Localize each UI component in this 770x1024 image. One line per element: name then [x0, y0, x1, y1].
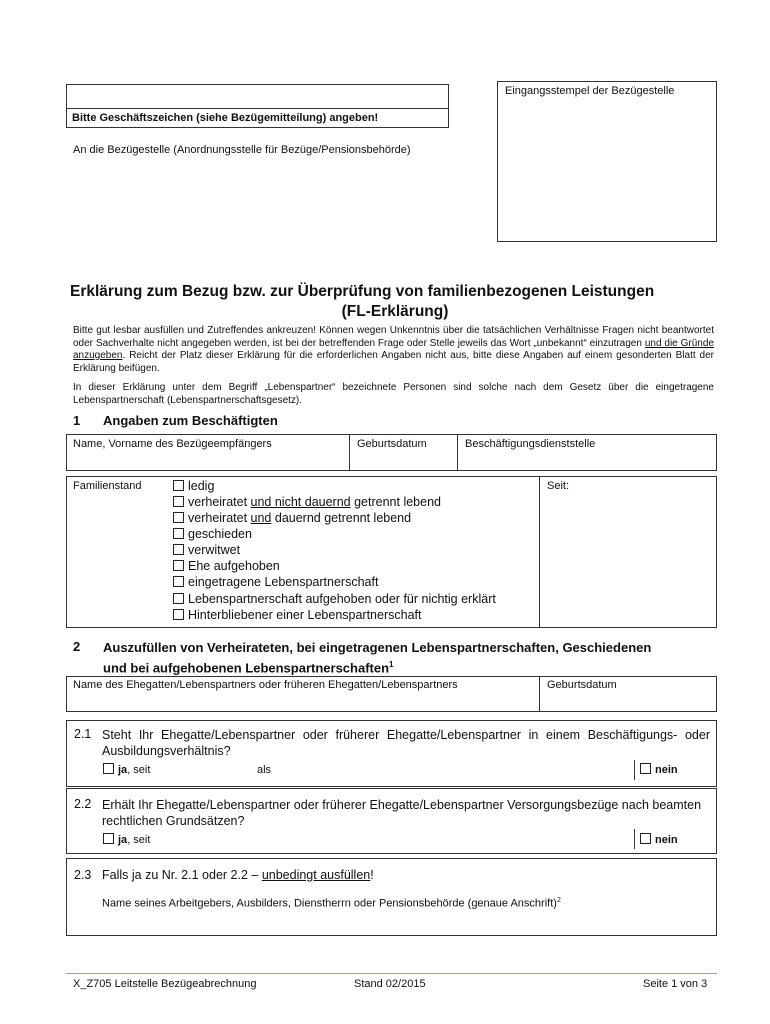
q22-divider	[634, 829, 635, 849]
question-2-2-box	[66, 788, 717, 854]
recipient-label: An die Bezügestelle (Anordnungsstelle für Bezüge/Pensionsbehörde)	[73, 144, 411, 156]
divider	[349, 435, 350, 470]
status-option-widowed[interactable]: verwitwet	[173, 543, 240, 557]
checkbox[interactable]	[173, 544, 184, 555]
checkbox[interactable]	[640, 833, 651, 844]
page-title-line1: Erklärung zum Bezug bzw. zur Überprüfung von familienbezogenen Leistungen	[70, 283, 655, 300]
q21-divider	[634, 760, 635, 780]
reference-label-box	[66, 108, 449, 128]
section2-title	[103, 639, 723, 676]
intro-text-b: . Reicht der Platz dieser Erklärung für die erforderlichen Angaben nicht aus, bitte diese Angaben auf einem gesonderten Blatt der Erklärung beifügen.	[73, 350, 714, 374]
intro-text-a: Bitte gut lesbar ausfüllen und Zutreffendes ankreuzen! Können wegen Unkenntnis über die tatsächlichen Verhältnisse Fragen nicht beantwortet oder Sachverhalte nicht angegeben werden, ist bei der betreffenden Frage oder Stelle jeweils das Wort „unbekannt“ einzutragen	[73, 325, 714, 349]
checkbox[interactable]	[173, 576, 184, 587]
checkbox[interactable]	[173, 560, 184, 571]
question-2-3-box	[66, 858, 717, 936]
q21-no-option[interactable]: nein	[640, 763, 678, 776]
name-label: Name, Vorname des Bezügeempfängers	[73, 438, 272, 450]
intro-paragraph-1	[73, 325, 714, 375]
status-option-marriage-annulled[interactable]: Ehe aufgehoben	[173, 559, 280, 573]
footer-version: Stand 02/2015	[354, 978, 426, 990]
spouse-birth-label: Geburtsdatum	[547, 679, 617, 691]
checkbox[interactable]	[173, 528, 184, 539]
status-option-divorced[interactable]: geschieden	[173, 527, 252, 541]
stamp-box	[497, 81, 717, 242]
reference-field[interactable]	[66, 84, 449, 109]
page-title	[70, 283, 720, 321]
birth-label: Geburtsdatum	[357, 438, 427, 450]
checkbox[interactable]	[103, 833, 114, 844]
spouse-name-label: Name des Ehegatten/Lebenspartners oder früheren Ehegatten/Lebenspartners	[73, 679, 458, 691]
footer-rule	[66, 973, 717, 974]
checkbox[interactable]	[173, 593, 184, 604]
checkbox[interactable]	[173, 480, 184, 491]
checkbox[interactable]	[173, 496, 184, 507]
q22-number: 2.2	[74, 797, 92, 811]
footnote-ref: 1	[389, 660, 394, 669]
divider	[457, 435, 458, 470]
q21-number: 2.1	[74, 727, 92, 741]
question-2-1-box	[66, 720, 717, 787]
status-option-married[interactable]: verheiratet und nicht dauernd getrennt lebend	[173, 495, 441, 509]
checkbox[interactable]	[640, 763, 651, 774]
q21-as-label: als	[257, 764, 272, 776]
q21-yes-option[interactable]: ja, seit	[103, 763, 150, 776]
intro-paragraph-2: In dieser Erklärung unter dem Begriff „Lebenspartner“ bezeichnete Personen sind solche nach dem Gesetz über die eingetragene Lebenspartnerschaft (Lebenspartnerschaftsgesetz).	[73, 382, 714, 406]
section1-number: 1	[73, 413, 81, 428]
status-option-surviving-partner[interactable]: Hinterbliebener einer Lebenspartnerschaft	[173, 608, 421, 622]
section1-title: Angaben zum Beschäftigten	[103, 413, 278, 428]
since-label: Seit:	[547, 480, 570, 492]
office-label: Beschäftigungsdienststelle	[465, 438, 596, 450]
q22-no-option[interactable]: nein	[640, 833, 678, 846]
q22-yes-option[interactable]: ja, seit	[103, 833, 150, 846]
q22-text: Erhält Ihr Ehegatte/Lebenspartner oder früherer Ehegatte/Lebenspartner Versorgungsbezüge nach beamten rechtlichen Grundsätzen?	[102, 798, 702, 828]
divider	[539, 477, 540, 627]
section2-number: 2	[73, 639, 81, 654]
status-option-partnership-annulled[interactable]: Lebenspartnerschaft aufgehoben oder für nichtig erklärt	[173, 592, 496, 606]
checkbox[interactable]	[173, 609, 184, 620]
footnote-ref: 2	[556, 897, 561, 904]
page-title-line2: (FL-Erklärung)	[341, 303, 449, 320]
status-option-single[interactable]: ledig	[173, 479, 214, 493]
spouse-info-row	[66, 676, 717, 712]
q21-text: Steht Ihr Ehegatte/Lebenspartner oder früherer Ehegatte/Lebenspartner in einem Beschäftigungs- oder Ausbildungsverhältnis?	[102, 728, 710, 758]
stamp-label: Eingangsstempel der Bezügestelle	[505, 85, 675, 97]
q23-text: Falls ja zu Nr. 2.1 oder 2.2 – unbedingt ausfüllen!	[102, 868, 374, 882]
status-option-registered-partnership[interactable]: eingetragene Lebenspartnerschaft	[173, 575, 378, 589]
employee-info-row	[66, 434, 717, 471]
divider	[539, 677, 540, 711]
section2-title-line2: und bei aufgehobenen Lebenspartnerschaften$^1$	[103, 660, 394, 676]
footer-page-number: Seite 1 von 3	[643, 978, 708, 990]
q23-employer-label: Name seines Arbeitgebers, Ausbilders, Dienstherrn oder Pensionsbehörde (genaue Anschrift)$^2$	[102, 897, 561, 910]
reference-label: Bitte Geschäftszeichen (siehe Bezügemitteilung) angeben!	[72, 112, 379, 124]
status-label: Familienstand	[73, 480, 142, 492]
footer-form-id: X_Z705 Leitstelle Bezügeabrechnung	[73, 978, 257, 990]
intro-text-underlined: und die Gründe anzugeben	[73, 337, 714, 361]
section2-title-line1: Auszufüllen von Verheirateten, bei eingetragenen Lebenspartnerschaften, Geschiedenen	[103, 640, 652, 655]
q23-number: 2.3	[74, 868, 92, 882]
checkbox[interactable]	[173, 512, 184, 523]
checkbox[interactable]	[103, 763, 114, 774]
status-option-married-separated[interactable]: verheiratet und dauernd getrennt lebend	[173, 511, 411, 525]
